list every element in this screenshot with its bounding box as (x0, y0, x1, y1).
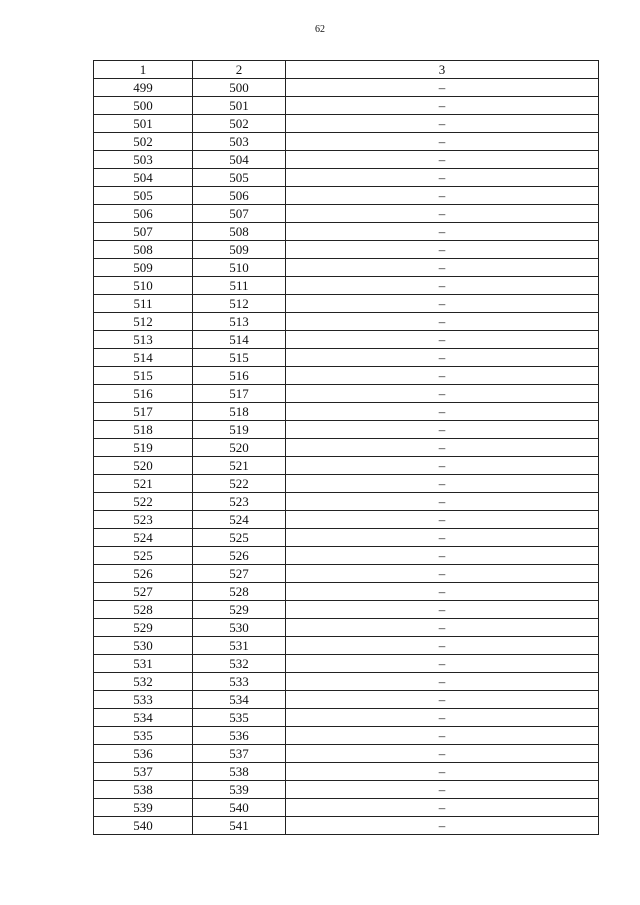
table-cell-col-1: 523 (94, 511, 193, 529)
table-cell-col-1: 525 (94, 547, 193, 565)
table-cell-col-3: – (286, 241, 599, 259)
table-row (94, 295, 599, 313)
table-cell-col-2: 509 (193, 241, 286, 259)
table-cell-col-2: 501 (193, 97, 286, 115)
table-cell-col-2: 529 (193, 601, 286, 619)
table-row (94, 655, 599, 673)
table-cell-col-1: 520 (94, 457, 193, 475)
table-cell-col-1: 508 (94, 241, 193, 259)
table-row (94, 367, 599, 385)
table-cell-col-2: 514 (193, 331, 286, 349)
table-row (94, 691, 599, 709)
table-cell-col-3: – (286, 79, 599, 97)
table-cell-col-3: – (286, 421, 599, 439)
table-cell-col-3: – (286, 205, 599, 223)
table-cell-col-1: 532 (94, 673, 193, 691)
table-row (94, 565, 599, 583)
table-cell-col-3: – (286, 313, 599, 331)
table-cell-col-1: 533 (94, 691, 193, 709)
table-cell-col-3: – (286, 277, 599, 295)
table-body (94, 79, 599, 835)
table-cell-col-3: – (286, 565, 599, 583)
table-row (94, 709, 599, 727)
table-cell-col-2: 500 (193, 79, 286, 97)
table-cell-col-2: 520 (193, 439, 286, 457)
table-row (94, 475, 599, 493)
table-row (94, 133, 599, 151)
table-cell-col-3: – (286, 151, 599, 169)
table-cell-col-2: 513 (193, 313, 286, 331)
table-row (94, 313, 599, 331)
table-row (94, 745, 599, 763)
table-row (94, 547, 599, 565)
table-cell-col-2: 505 (193, 169, 286, 187)
table-cell-col-1: 515 (94, 367, 193, 385)
table-cell-col-3: – (286, 133, 599, 151)
table-row (94, 511, 599, 529)
table-cell-col-1: 529 (94, 619, 193, 637)
table-cell-col-2: 535 (193, 709, 286, 727)
table-row (94, 205, 599, 223)
table-cell-col-2: 518 (193, 403, 286, 421)
table-cell-col-3: – (286, 331, 599, 349)
table-row (94, 97, 599, 115)
table-cell-col-2: 515 (193, 349, 286, 367)
table-cell-col-2: 530 (193, 619, 286, 637)
table-cell-col-1: 531 (94, 655, 193, 673)
table-cell-col-2: 528 (193, 583, 286, 601)
table-cell-col-1: 506 (94, 205, 193, 223)
table-row (94, 115, 599, 133)
table-cell-col-1: 514 (94, 349, 193, 367)
table-cell-col-2: 538 (193, 763, 286, 781)
table-row (94, 457, 599, 475)
column-header-2: 2 (193, 61, 286, 79)
table-cell-col-2: 539 (193, 781, 286, 799)
table-row (94, 781, 599, 799)
table-row (94, 529, 599, 547)
table-row (94, 79, 599, 97)
table-cell-col-3: – (286, 457, 599, 475)
table-cell-col-3: – (286, 763, 599, 781)
table-cell-col-1: 534 (94, 709, 193, 727)
table-cell-col-2: 506 (193, 187, 286, 205)
table-row (94, 403, 599, 421)
table-row (94, 727, 599, 745)
table-cell-col-2: 526 (193, 547, 286, 565)
table-row (94, 601, 599, 619)
table-cell-col-2: 517 (193, 385, 286, 403)
table-cell-col-3: – (286, 403, 599, 421)
table-cell-col-2: 510 (193, 259, 286, 277)
table-cell-col-1: 509 (94, 259, 193, 277)
table-cell-col-1: 510 (94, 277, 193, 295)
table-cell-col-1: 500 (94, 97, 193, 115)
table-cell-col-2: 512 (193, 295, 286, 313)
table-cell-col-3: – (286, 673, 599, 691)
table-cell-col-3: – (286, 475, 599, 493)
table-row (94, 385, 599, 403)
table-row (94, 439, 599, 457)
table-cell-col-3: – (286, 601, 599, 619)
table-cell-col-1: 499 (94, 79, 193, 97)
table-cell-col-1: 540 (94, 817, 193, 835)
table-cell-col-3: – (286, 439, 599, 457)
table-cell-col-3: – (286, 97, 599, 115)
table-cell-col-2: 527 (193, 565, 286, 583)
table-cell-col-3: – (286, 745, 599, 763)
table-cell-col-1: 526 (94, 565, 193, 583)
page-number: 62 (315, 24, 325, 35)
table-cell-col-2: 524 (193, 511, 286, 529)
table-cell-col-3: – (286, 295, 599, 313)
table-cell-col-2: 531 (193, 637, 286, 655)
table-cell-col-1: 501 (94, 115, 193, 133)
table-row (94, 223, 599, 241)
table-cell-col-1: 528 (94, 601, 193, 619)
table-cell-col-1: 522 (94, 493, 193, 511)
table-row (94, 673, 599, 691)
table-cell-col-2: 525 (193, 529, 286, 547)
column-header-1: 1 (94, 61, 193, 79)
table-cell-col-2: 534 (193, 691, 286, 709)
table-row (94, 763, 599, 781)
table-cell-col-1: 505 (94, 187, 193, 205)
table-cell-col-2: 521 (193, 457, 286, 475)
table-cell-col-1: 524 (94, 529, 193, 547)
table-cell-col-3: – (286, 619, 599, 637)
table-cell-col-1: 527 (94, 583, 193, 601)
table-cell-col-1: 503 (94, 151, 193, 169)
table-cell-col-2: 540 (193, 799, 286, 817)
table-cell-col-2: 536 (193, 727, 286, 745)
table-row (94, 331, 599, 349)
table-row (94, 493, 599, 511)
table-cell-col-3: – (286, 709, 599, 727)
table-row (94, 151, 599, 169)
table-cell-col-2: 533 (193, 673, 286, 691)
table-cell-col-3: – (286, 781, 599, 799)
table-cell-col-1: 517 (94, 403, 193, 421)
table-cell-col-3: – (286, 547, 599, 565)
table-cell-col-3: – (286, 529, 599, 547)
table-cell-col-3: – (286, 691, 599, 709)
table-header-row (94, 61, 599, 79)
table-cell-col-3: – (286, 655, 599, 673)
table-cell-col-1: 511 (94, 295, 193, 313)
table-cell-col-3: – (286, 187, 599, 205)
table-cell-col-2: 507 (193, 205, 286, 223)
table-cell-col-1: 535 (94, 727, 193, 745)
table-cell-col-1: 507 (94, 223, 193, 241)
table-row (94, 349, 599, 367)
table-cell-col-1: 539 (94, 799, 193, 817)
table-row (94, 817, 599, 835)
table-row (94, 259, 599, 277)
table-cell-col-2: 532 (193, 655, 286, 673)
table-row (94, 169, 599, 187)
data-table (93, 60, 599, 835)
table-cell-col-2: 516 (193, 367, 286, 385)
table-row (94, 583, 599, 601)
table-row (94, 637, 599, 655)
column-header-3: 3 (286, 61, 599, 79)
table-cell-col-3: – (286, 367, 599, 385)
table-cell-col-2: 537 (193, 745, 286, 763)
table-cell-col-2: 504 (193, 151, 286, 169)
table-row (94, 799, 599, 817)
table-cell-col-3: – (286, 799, 599, 817)
table-cell-col-3: – (286, 493, 599, 511)
table-cell-col-1: 536 (94, 745, 193, 763)
table-cell-col-3: – (286, 223, 599, 241)
table-cell-col-1: 538 (94, 781, 193, 799)
table-cell-col-3: – (286, 349, 599, 367)
table-cell-col-1: 537 (94, 763, 193, 781)
table-row (94, 241, 599, 259)
table-cell-col-3: – (286, 727, 599, 745)
table-cell-col-3: – (286, 385, 599, 403)
table-cell-col-3: – (286, 511, 599, 529)
table-cell-col-3: – (286, 583, 599, 601)
table-cell-col-1: 519 (94, 439, 193, 457)
table-cell-col-3: – (286, 259, 599, 277)
table-cell-col-3: – (286, 817, 599, 835)
table-cell-col-3: – (286, 115, 599, 133)
table-cell-col-2: 511 (193, 277, 286, 295)
table-cell-col-2: 503 (193, 133, 286, 151)
table-cell-col-2: 522 (193, 475, 286, 493)
table-cell-col-2: 502 (193, 115, 286, 133)
table-cell-col-1: 504 (94, 169, 193, 187)
table-cell-col-1: 530 (94, 637, 193, 655)
table-row (94, 187, 599, 205)
table-cell-col-2: 523 (193, 493, 286, 511)
table-cell-col-2: 519 (193, 421, 286, 439)
table-cell-col-1: 512 (94, 313, 193, 331)
table-row (94, 421, 599, 439)
table-cell-col-2: 508 (193, 223, 286, 241)
table-cell-col-3: – (286, 169, 599, 187)
table-row (94, 619, 599, 637)
table-cell-col-1: 521 (94, 475, 193, 493)
table-row (94, 277, 599, 295)
table-cell-col-1: 518 (94, 421, 193, 439)
table-cell-col-2: 541 (193, 817, 286, 835)
table-cell-col-1: 502 (94, 133, 193, 151)
table-cell-col-1: 513 (94, 331, 193, 349)
table-cell-col-1: 516 (94, 385, 193, 403)
table-cell-col-3: – (286, 637, 599, 655)
